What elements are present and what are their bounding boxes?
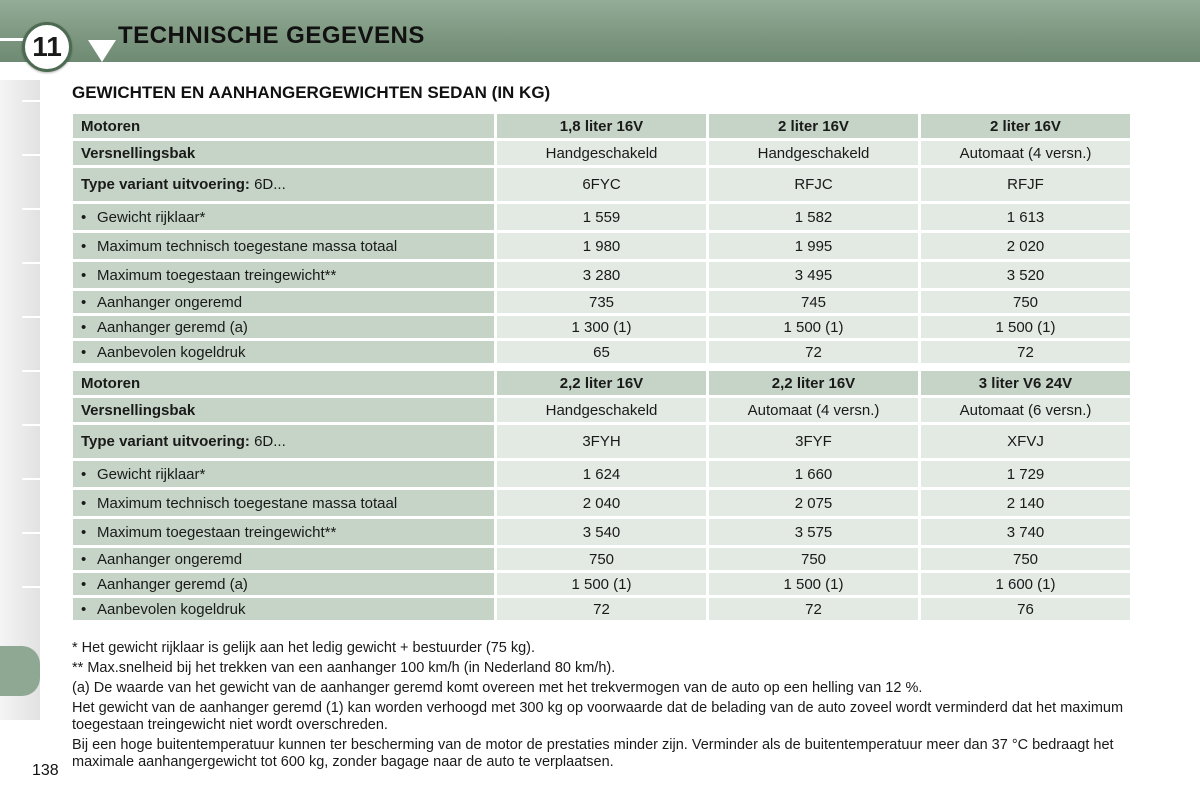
footnote: (a) De waarde van het gewicht van de aanhanger geremd komt overeen met het trekvermogen van de auto op een helling van 12 %. <box>72 680 923 696</box>
row-label-cell <box>73 598 494 620</box>
margin-tick <box>22 262 40 264</box>
row-label: Aanhanger ongeremd <box>97 550 243 568</box>
footnote: Het gewicht van de aanhanger geremd (1) kan worden verhoogd met 300 kg op voorwaarde dat de belading van de auto zoveel wordt verminderd dat het maximum toegestaan treingewicht niet wordt overschreden. <box>72 700 1124 733</box>
gearbox-cell: Handgeschakeld <box>497 141 706 165</box>
row-value: 1 995 <box>709 233 918 259</box>
type-cell: RFJF <box>921 168 1130 201</box>
margin-tick <box>22 208 40 210</box>
row-value: 1 500 (1) <box>709 316 918 338</box>
row-label-cell <box>73 233 494 259</box>
gearbox-cell: Automaat (4 versn.) <box>709 398 918 422</box>
bullet: • <box>81 494 87 512</box>
row-label: Maximum technisch toegestane massa totaal <box>97 494 398 512</box>
row-value: 3 280 <box>497 262 706 288</box>
motor-cell: 2 liter 16V <box>921 114 1130 138</box>
gearbox-cell: Handgeschakeld <box>497 398 706 422</box>
row-value: 1 500 (1) <box>497 573 706 595</box>
table-row <box>73 204 1130 230</box>
type-prefix: 6D... <box>254 433 286 450</box>
row-label: Aanhanger geremd (a) <box>97 575 248 593</box>
row-label: Maximum toegestaan treingewicht** <box>97 523 337 541</box>
row-value: 72 <box>709 341 918 363</box>
row-label-cell <box>73 548 494 570</box>
row-value: 72 <box>921 341 1130 363</box>
chapter-side-tab <box>0 646 40 696</box>
gearbox-cell: Automaat (6 versn.) <box>921 398 1130 422</box>
row-value: 72 <box>709 598 918 620</box>
type-cell: 3FYF <box>709 425 918 458</box>
gearbox-cell: Handgeschakeld <box>709 141 918 165</box>
row-value: 1 624 <box>497 461 706 487</box>
row-value: 750 <box>921 291 1130 313</box>
row-value: 76 <box>921 598 1130 620</box>
type-row <box>73 168 1130 201</box>
motor-cell: 2,2 liter 16V <box>709 371 918 395</box>
row-value: 1 582 <box>709 204 918 230</box>
type-cell: XFVJ <box>921 425 1130 458</box>
row-label: Aanhanger ongeremd <box>97 293 243 311</box>
margin-tick <box>22 532 40 534</box>
row-value: 3 575 <box>709 519 918 545</box>
margin-tick <box>22 424 40 426</box>
row-label-cell <box>73 573 494 595</box>
bullet: • <box>81 343 87 361</box>
footnote: ** Max.snelheid bij het trekken van een aanhanger 100 km/h (in Nederland 80 km/h). <box>72 660 616 676</box>
bullet: • <box>81 550 87 568</box>
row-value: 1 500 (1) <box>709 573 918 595</box>
table-row <box>73 233 1130 259</box>
row-value: 2 140 <box>921 490 1130 516</box>
margin-tick <box>22 316 40 318</box>
row-label: Maximum technisch toegestane massa totaal <box>97 237 398 255</box>
row-label: Aanbevolen kogeldruk <box>97 600 246 618</box>
table-row <box>73 490 1130 516</box>
row-value: 3 740 <box>921 519 1130 545</box>
row-value: 750 <box>921 548 1130 570</box>
row-value: 1 660 <box>709 461 918 487</box>
row-value: 2 040 <box>497 490 706 516</box>
row-label-cell <box>73 262 494 288</box>
row-value: 72 <box>497 598 706 620</box>
type-cell: 6FYC <box>497 168 706 201</box>
row-label-cell <box>73 316 494 338</box>
row-label-cell <box>73 291 494 313</box>
motor-label: Motoren <box>73 114 494 138</box>
motor-row <box>73 114 1130 138</box>
row-value: 3 540 <box>497 519 706 545</box>
chapter-number-badge: 11 <box>22 22 72 72</box>
left-margin-bar <box>0 80 40 720</box>
row-value: 1 500 (1) <box>921 316 1130 338</box>
row-value: 1 980 <box>497 233 706 259</box>
type-label-cell <box>73 425 494 458</box>
type-label: Type variant uitvoering: <box>81 176 250 193</box>
bullet: • <box>81 575 87 593</box>
chapter-title: TECHNISCHE GEGEVENS <box>118 22 425 49</box>
row-value: 2 020 <box>921 233 1130 259</box>
row-value: 1 600 (1) <box>921 573 1130 595</box>
motor-cell: 3 liter V6 24V <box>921 371 1130 395</box>
gearbox-label: Versnellingsbak <box>73 398 494 422</box>
row-label-cell <box>73 490 494 516</box>
table-row <box>73 316 1130 338</box>
row-value: 1 559 <box>497 204 706 230</box>
gearbox-label: Versnellingsbak <box>73 141 494 165</box>
bullet: • <box>81 600 87 618</box>
table-row <box>73 341 1130 363</box>
motor-cell: 2 liter 16V <box>709 114 918 138</box>
row-value: 1 300 (1) <box>497 316 706 338</box>
footnote: * Het gewicht rijklaar is gelijk aan het ledig gewicht + bestuurder (75 kg). <box>72 640 536 656</box>
margin-tick <box>22 100 40 102</box>
footnote: Bij een hoge buitentemperatuur kunnen ter bescherming van de motor de prestaties minder zijn. Verminder als de buitentemperatuur meer dan 37 °C bedraagt het maximale aanhangergewicht tot 600 kg, zonder bagage naar de auto te verplaatsen. <box>72 737 1114 770</box>
row-value: 750 <box>709 548 918 570</box>
type-cell: 3FYH <box>497 425 706 458</box>
table-row <box>73 262 1130 288</box>
margin-tick <box>22 478 40 480</box>
weights-table-1 <box>70 111 1133 366</box>
type-label-cell <box>73 168 494 201</box>
bullet: • <box>81 523 87 541</box>
bullet: • <box>81 465 87 483</box>
table-row <box>73 519 1130 545</box>
row-label: Gewicht rijklaar* <box>97 465 206 483</box>
motor-cell: 2,2 liter 16V <box>497 371 706 395</box>
weights-table-2 <box>70 368 1133 623</box>
gearbox-row <box>73 141 1130 165</box>
row-label: Aanhanger geremd (a) <box>97 318 248 336</box>
page-number: 138 <box>32 762 59 779</box>
gearbox-cell: Automaat (4 versn.) <box>921 141 1130 165</box>
type-cell: RFJC <box>709 168 918 201</box>
row-label: Gewicht rijklaar* <box>97 208 206 226</box>
bullet: • <box>81 293 87 311</box>
row-value: 65 <box>497 341 706 363</box>
margin-tick <box>22 586 40 588</box>
row-label: Aanbevolen kogeldruk <box>97 343 246 361</box>
bullet: • <box>81 318 87 336</box>
type-row <box>73 425 1130 458</box>
row-value: 1 613 <box>921 204 1130 230</box>
bullet: • <box>81 237 87 255</box>
header-notch <box>88 40 116 62</box>
section-title: GEWICHTEN EN AANHANGERGEWICHTEN SEDAN (IN KG) <box>72 83 551 102</box>
bullet: • <box>81 266 87 284</box>
row-value: 745 <box>709 291 918 313</box>
row-value: 2 075 <box>709 490 918 516</box>
motor-cell: 1,8 liter 16V <box>497 114 706 138</box>
row-label: Maximum toegestaan treingewicht** <box>97 266 337 284</box>
gearbox-row <box>73 398 1130 422</box>
row-label-cell <box>73 519 494 545</box>
row-value: 735 <box>497 291 706 313</box>
motor-row <box>73 371 1130 395</box>
type-label: Type variant uitvoering: <box>81 433 250 450</box>
row-value: 1 729 <box>921 461 1130 487</box>
row-label-cell <box>73 341 494 363</box>
table-row <box>73 291 1130 313</box>
footnotes <box>72 640 1137 774</box>
margin-tick <box>22 370 40 372</box>
margin-tick <box>22 154 40 156</box>
table-row <box>73 548 1130 570</box>
row-label-cell <box>73 204 494 230</box>
row-value: 750 <box>497 548 706 570</box>
row-value: 3 495 <box>709 262 918 288</box>
table-row <box>73 461 1130 487</box>
bullet: • <box>81 208 87 226</box>
type-prefix: 6D... <box>254 176 286 193</box>
table-row <box>73 573 1130 595</box>
table-row <box>73 598 1130 620</box>
row-value: 3 520 <box>921 262 1130 288</box>
row-label-cell <box>73 461 494 487</box>
motor-label: Motoren <box>73 371 494 395</box>
